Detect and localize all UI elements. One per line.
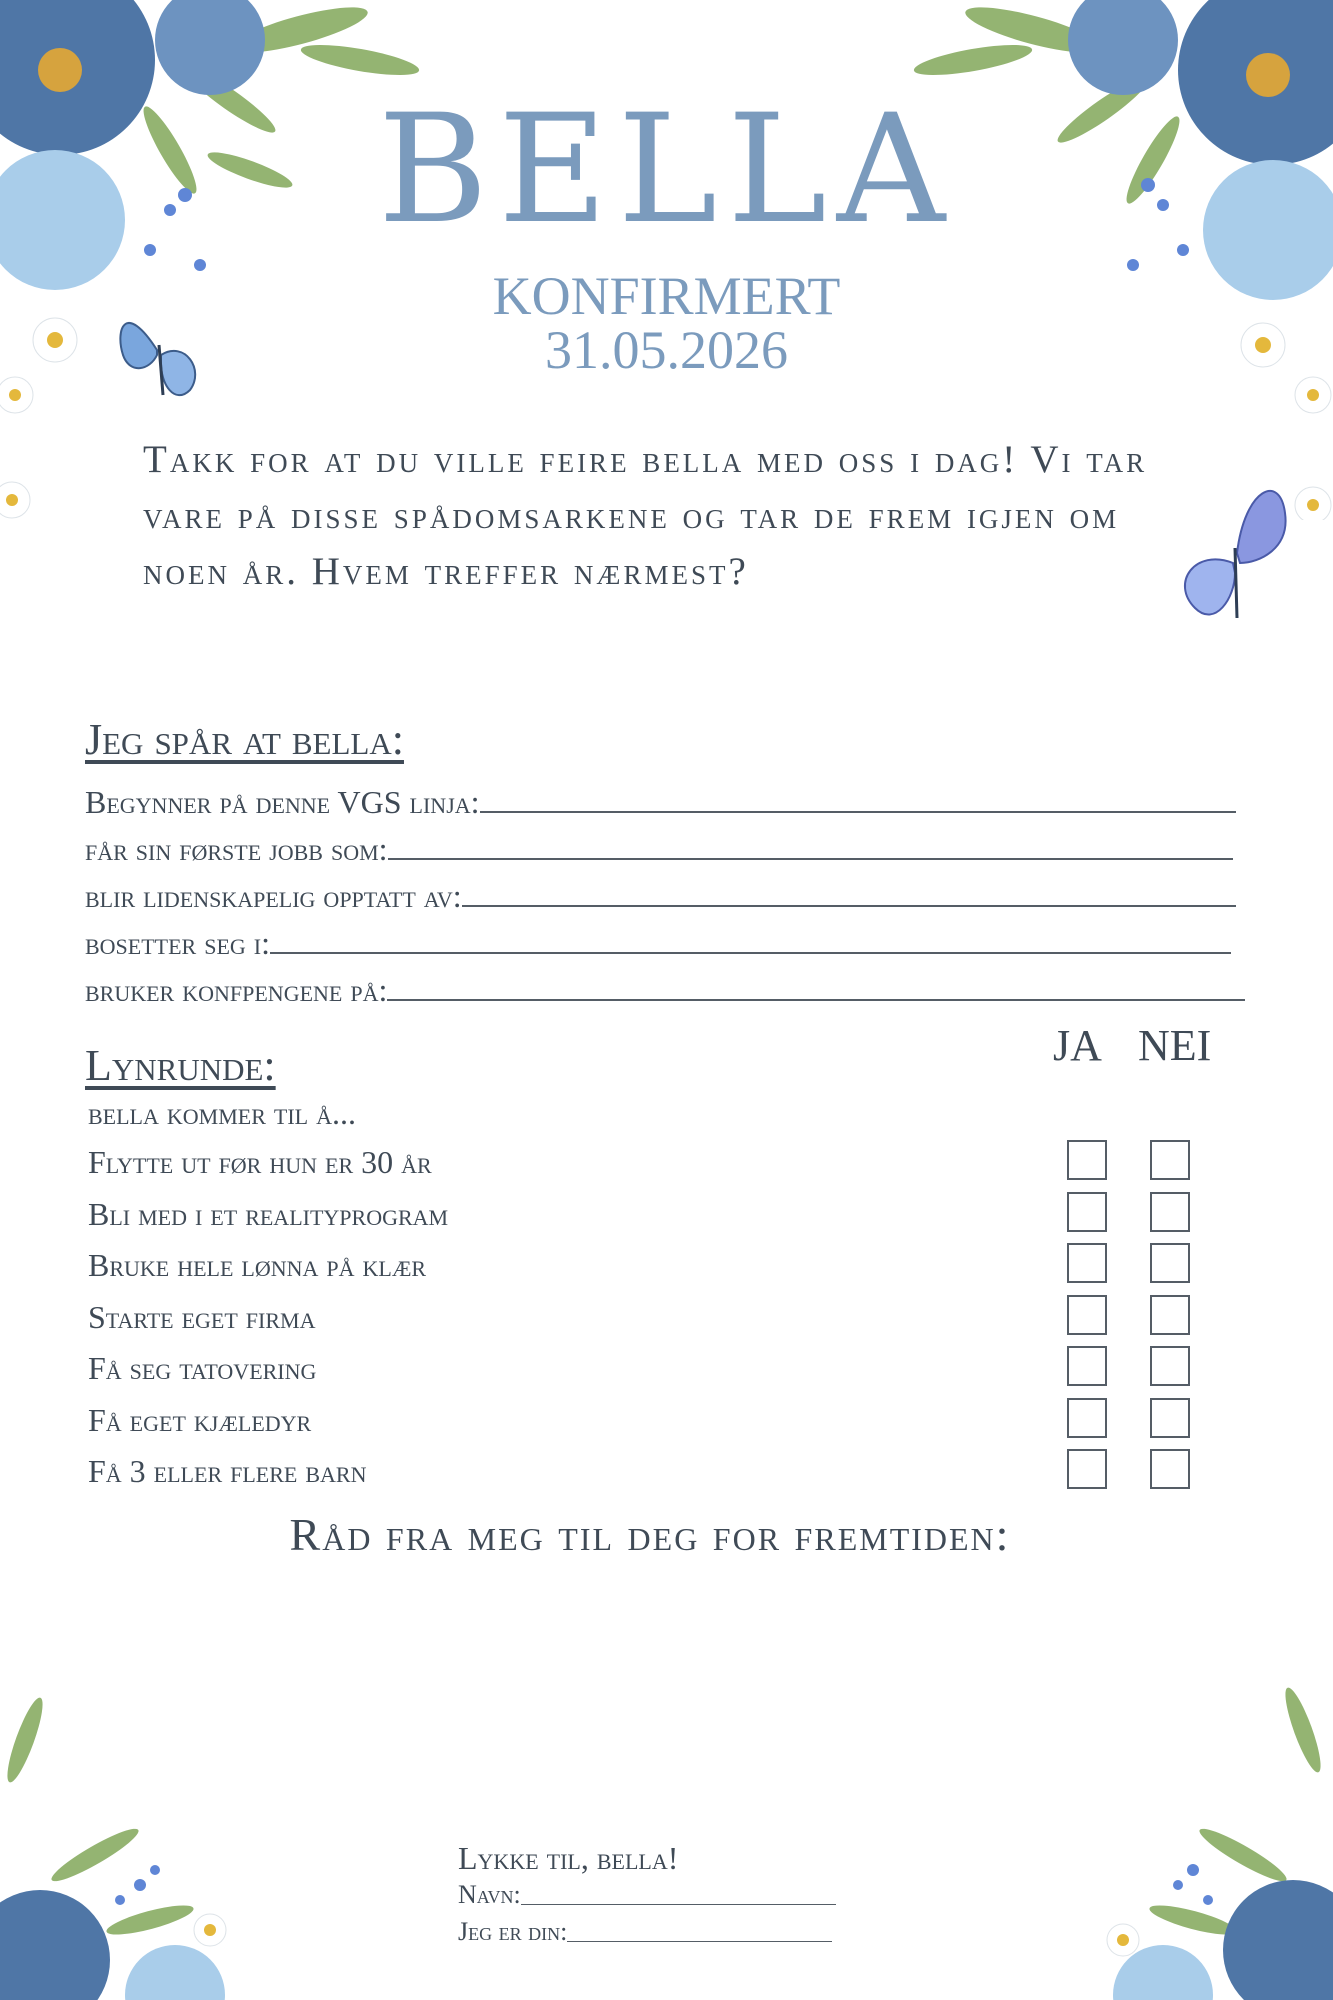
yes-checkbox[interactable] (1067, 1192, 1107, 1232)
yes-checkbox[interactable] (1067, 1243, 1107, 1283)
prediction-row (85, 821, 1233, 868)
butterfly-icon (1175, 478, 1295, 638)
no-checkbox[interactable] (1150, 1398, 1190, 1438)
lynrunde-row (88, 1192, 1228, 1244)
event-date: 31.05.2026 (545, 320, 788, 380)
prediction-answer-line[interactable] (462, 903, 1236, 907)
no-checkbox[interactable] (1150, 1449, 1190, 1489)
prediction-answer-line[interactable] (270, 950, 1231, 954)
name-label: Navn: (458, 1880, 521, 1909)
prediction-label: blir lidenskapelig opptatt av: (85, 878, 462, 914)
yes-checkbox[interactable] (1067, 1449, 1107, 1489)
lynrunde-item-label: Få seg tatovering (88, 1350, 317, 1386)
lynrunde-item-label: Starte eget firma (88, 1298, 316, 1335)
yes-checkbox[interactable] (1067, 1398, 1107, 1438)
signoff-greeting: Lykke til, bella! (458, 1840, 679, 1876)
lynrunde-intro: bella kommer til å... (88, 1095, 356, 1131)
advice-heading: Råd fra meg til deg for fremtiden: (289, 1509, 1011, 1560)
no-checkbox[interactable] (1150, 1346, 1190, 1386)
relation-label: Jeg er din: (458, 1917, 568, 1946)
yes-checkbox[interactable] (1067, 1140, 1107, 1180)
lynrunde-item-label: Få eget kjæledyr (88, 1401, 312, 1438)
prediction-row (85, 915, 1231, 962)
prediction-row (85, 774, 1236, 821)
no-checkbox[interactable] (1150, 1192, 1190, 1232)
column-header-yes: JA (1053, 1021, 1102, 1070)
yes-checkbox[interactable] (1067, 1295, 1107, 1335)
prediction-row (85, 868, 1236, 915)
lynrunde-item-label: Flytte ut før hun er 30 år (88, 1144, 432, 1180)
name-answer-line[interactable] (521, 1904, 836, 1905)
lynrunde-item-label: Bruke hele lønna på klær (88, 1247, 427, 1283)
floral-corner-bottom-left-icon (0, 1670, 330, 2000)
no-checkbox[interactable] (1150, 1243, 1190, 1283)
prediction-label: Begynner på denne VGS linja: (85, 784, 480, 820)
prediction-label: får sin første jobb som: (85, 831, 388, 867)
page-title: BELLA (377, 83, 956, 257)
no-checkbox[interactable] (1150, 1140, 1190, 1180)
prediction-label: bosetter seg i: (85, 925, 271, 961)
predictions-list (85, 774, 1245, 1009)
prediction-answer-line[interactable] (387, 997, 1245, 1001)
floral-corner-bottom-right-icon (1003, 1670, 1333, 2000)
lynrunde-item-label: Få 3 eller flere barn (88, 1453, 367, 1489)
prediction-label: bruker konfpengene på: (85, 972, 388, 1008)
prediction-answer-line[interactable] (388, 856, 1233, 860)
intro-paragraph: Takk for at du ville feire bella med oss i dag! Vi tar vare på disse spådomsarkene og tar de frem igjen om noen år. Hvem treffer nærmest? (143, 438, 1148, 593)
no-checkbox[interactable] (1150, 1295, 1190, 1335)
relation-field (458, 1917, 832, 1947)
lynrunde-row (88, 1449, 1228, 1501)
subtitle: KONFIRMERT (492, 266, 841, 326)
predictions-heading: Jeg spår at bella: (85, 715, 404, 764)
prediction-row (85, 962, 1245, 1009)
lynrunde-row (88, 1243, 1228, 1295)
column-header-no: NEI (1138, 1021, 1212, 1070)
yes-checkbox[interactable] (1067, 1346, 1107, 1386)
lynrunde-row (88, 1295, 1228, 1347)
lynrunde-item-label: Bli med i et realityprogram (88, 1195, 449, 1232)
lynrunde-heading: Lynrunde: (85, 1041, 276, 1090)
lynrunde-row (88, 1346, 1228, 1398)
relation-answer-line[interactable] (567, 1941, 832, 1942)
name-field (458, 1880, 836, 1910)
lynrunde-row (88, 1140, 1228, 1192)
prediction-answer-line[interactable] (480, 809, 1236, 813)
lynrunde-list (88, 1140, 1228, 1501)
lynrunde-row (88, 1398, 1228, 1450)
